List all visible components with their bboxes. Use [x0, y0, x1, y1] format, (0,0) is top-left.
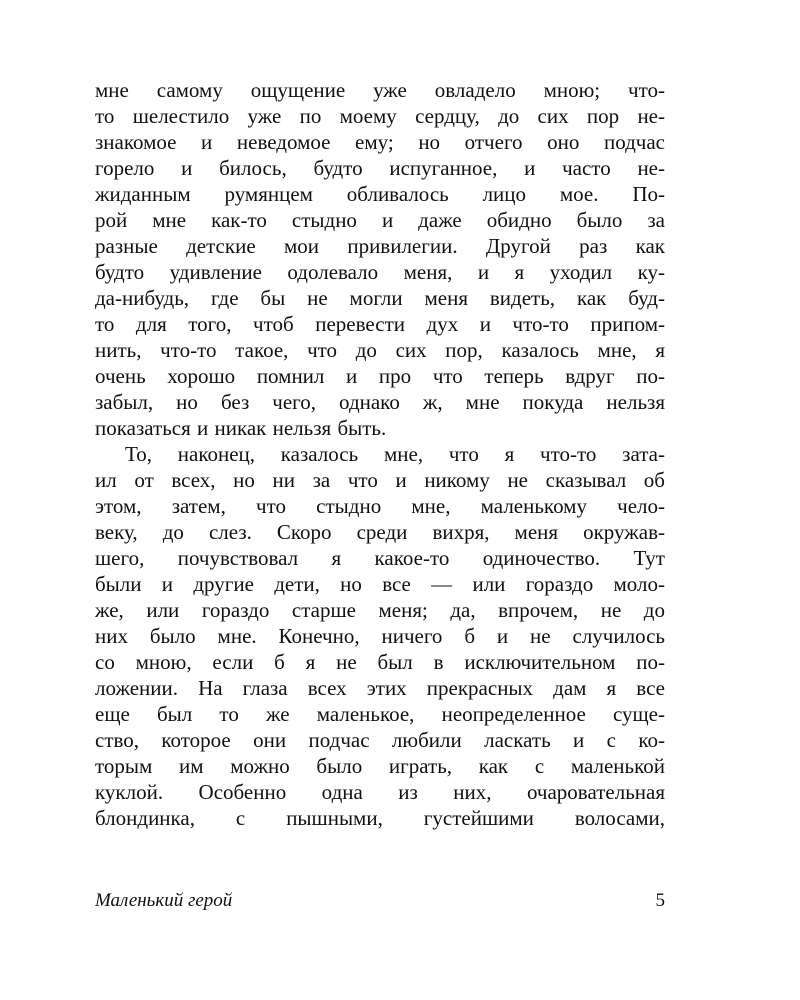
text-line: мне самому ощущение уже овладело мною; что- — [95, 78, 665, 102]
text-line: веку, до слез. Скоро среди вихря, меня окружав- — [95, 520, 665, 544]
text-line: шего, почувствовал я какое-то одиночество. Тут — [95, 546, 665, 570]
text-line: то для того, чтоб перевести дух и что-то припом- — [95, 312, 665, 336]
text-line: разные детские мои привилегии. Другой раз как — [95, 234, 665, 258]
text-line: нить, что-то такое, что до сих пор, казалось мне, я — [95, 338, 665, 362]
text-line: ил от всех, но ни за что и никому не сказывал об — [95, 468, 665, 492]
text-line: торым им можно было играть, как с маленькой — [95, 754, 665, 778]
text-line: еще был то же маленькое, неопределенное суще- — [95, 702, 665, 726]
text-line: рой мне как-то стыдно и даже обидно было за — [95, 208, 665, 232]
body-text — [95, 77, 665, 831]
page-number: 5 — [655, 890, 665, 911]
text-line: ложении. На глаза всех этих прекрасных дам я все — [95, 676, 665, 700]
text-line: да-нибудь, где бы не могли меня видеть, как буд- — [95, 286, 665, 310]
paragraph-end-line: показаться и никак нельзя быть. — [95, 416, 387, 440]
page-footer — [95, 888, 665, 914]
text-line: знакомое и неведомое ему; но отчего оно подчас — [95, 130, 665, 154]
text-line: этом, затем, что стыдно мне, маленькому чело- — [95, 494, 665, 518]
running-title: Маленький герой — [95, 890, 233, 911]
text-line: же, или гораздо старше меня; да, впрочем, не до — [95, 598, 665, 622]
text-line: со мною, если б я не был в исключительном по- — [95, 650, 665, 674]
text-line: будто удивление одолевало меня, и я уходил ку- — [95, 260, 665, 284]
text-line: то шелестило уже по моему сердцу, до сих пор не- — [95, 104, 665, 128]
text-line: очень хорошо помнил и про что теперь вдруг по- — [95, 364, 665, 388]
text-line: забыл, но без чего, однако ж, мне покуда нельзя — [95, 390, 665, 414]
text-line: куклой. Особенно одна из них, очаровательная — [95, 780, 665, 804]
text-line: были и другие дети, но все — или гораздо моло- — [95, 572, 665, 596]
text-line: горело и билось, будто испуганное, и часто не- — [95, 156, 665, 180]
text-line: жиданным румянцем обливалось лицо мое. По- — [95, 182, 665, 206]
text-line: блондинка, с пышными, густейшими волосами, — [95, 806, 665, 830]
text-line: ство, которое они подчас любили ласкать и с ко- — [95, 728, 665, 752]
paragraph-start-line: То, наконец, казалось мне, что я что-то зата- — [125, 442, 665, 466]
text-line: них было мне. Конечно, ничего б и не случилось — [95, 624, 665, 648]
